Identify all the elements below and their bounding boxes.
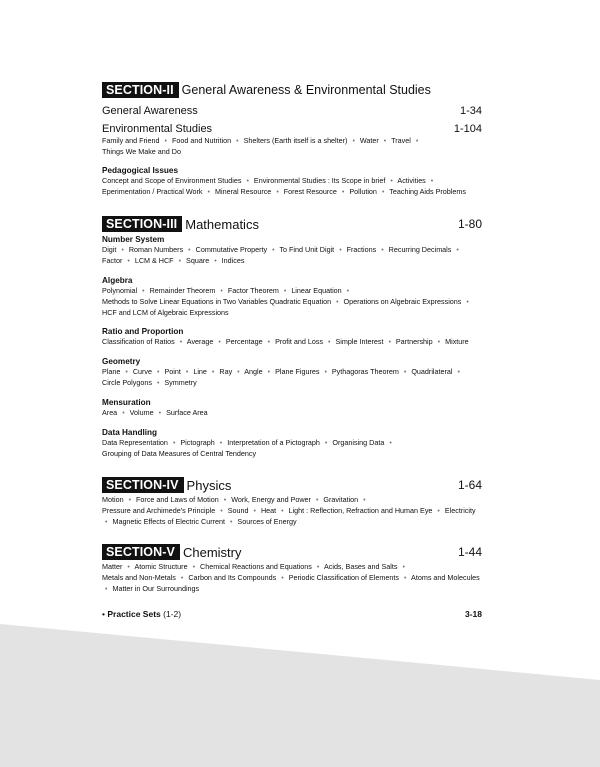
topic-item: Recurring Decimals <box>388 245 452 254</box>
table-of-contents <box>102 82 482 620</box>
section-5-title: Chemistry <box>182 544 242 560</box>
topic-item: Classification of Ratios <box>102 337 175 346</box>
topic-item: Motion <box>102 495 124 504</box>
separator-dot-icon: • <box>281 575 284 582</box>
topic-item: Digit <box>102 245 117 254</box>
topic-item: Concept and Scope of Environment Studies <box>102 176 242 185</box>
topic-item: Chemical Reactions and Equations <box>200 562 312 571</box>
topic-item: Matter <box>102 562 123 571</box>
separator-dot-icon: • <box>403 369 407 376</box>
topic-item: Food and Nutrition <box>171 136 232 145</box>
separator-dot-icon: • <box>430 178 434 185</box>
topic-item: Environmental Studies : Its Scope in brief <box>253 176 386 185</box>
separator-dot-icon: • <box>218 339 221 346</box>
topic-item: Carbon and Its Compounds <box>188 573 277 582</box>
topic-item: Methods to Solve Linear Equations in Two Variables Quadratic Equation <box>102 297 332 306</box>
separator-dot-icon: • <box>122 410 125 417</box>
separator-dot-icon: • <box>157 369 160 376</box>
section-2-title: General Awareness & Environmental Studies <box>181 83 431 97</box>
topic-list <box>102 176 482 198</box>
topic-item: Shelters (Earth itself is a shelter) <box>243 136 348 145</box>
separator-dot-icon: • <box>415 138 419 145</box>
topic-item: Remainder Theorem <box>149 286 216 295</box>
separator-dot-icon: • <box>383 138 387 145</box>
topic-item: Factor Theorem <box>227 286 279 295</box>
topic-item: Atoms and Molecules <box>411 573 480 582</box>
separator-dot-icon: • <box>336 299 339 306</box>
separator-dot-icon: • <box>272 247 275 254</box>
separator-dot-icon: • <box>339 247 342 254</box>
separator-dot-icon: • <box>381 189 385 196</box>
separator-dot-icon: • <box>207 189 210 196</box>
separator-dot-icon: • <box>172 440 176 447</box>
topic-list <box>102 245 482 267</box>
separator-dot-icon: • <box>180 575 184 582</box>
separator-dot-icon: • <box>236 138 239 145</box>
separator-dot-icon: • <box>466 299 469 306</box>
topic-item: Pollution <box>349 187 377 196</box>
topic-list <box>102 286 482 318</box>
subsection-heading: Data Handling <box>102 428 158 437</box>
section-4-pages: 1-64 <box>457 478 482 492</box>
topic-item: Gravitation <box>323 495 359 504</box>
separator-dot-icon: • <box>246 178 249 185</box>
section-3-badge: SECTION-III <box>102 216 182 232</box>
separator-dot-icon: • <box>437 508 440 515</box>
topic-item: Ray <box>219 367 233 376</box>
topic-item: Light : Reflection, Refraction and Human Eye <box>288 506 433 515</box>
topic-item: Work, Energy and Power <box>231 495 311 504</box>
topic-item: Magnetic Effects of Electric Current <box>112 517 225 526</box>
topic-item: Percentage <box>225 337 263 346</box>
separator-dot-icon: • <box>105 519 108 526</box>
topic-item: Organising Data <box>332 438 385 447</box>
topic-list <box>102 438 482 459</box>
topic-item: Plane Figures <box>275 367 320 376</box>
topic-item: Indices <box>221 256 245 265</box>
section-5-header <box>102 544 482 560</box>
topic-list <box>102 337 482 348</box>
topic-item: Eperimentation / Practical Work <box>102 187 203 196</box>
separator-dot-icon: • <box>346 288 350 295</box>
topic-item: Profit and Loss <box>275 337 324 346</box>
topic-item: Forest Resource <box>283 187 337 196</box>
topic-item: Travel <box>391 136 411 145</box>
separator-dot-icon: • <box>253 508 256 515</box>
topic-item: Acids, Bases and Salts <box>323 562 398 571</box>
separator-dot-icon: • <box>128 497 132 504</box>
bullet-icon: • <box>102 609 105 619</box>
separator-dot-icon: • <box>402 564 405 571</box>
topic-item: LCM & HCF <box>134 256 174 265</box>
topic-item: Heat <box>260 506 277 515</box>
topic-item: Water <box>359 136 379 145</box>
topic-item: Matter in Our Surroundings <box>112 584 200 593</box>
topic-item: Circle Polygons <box>102 378 152 387</box>
separator-dot-icon: • <box>223 497 227 504</box>
separator-dot-icon: • <box>316 564 320 571</box>
subsection-heading: Algebra <box>102 276 133 285</box>
topic-item: Volume <box>129 408 154 417</box>
separator-dot-icon: • <box>192 564 196 571</box>
topic-list <box>102 562 482 595</box>
section-3-pages: 1-80 <box>457 217 482 231</box>
separator-dot-icon: • <box>267 369 271 376</box>
separator-dot-icon: • <box>179 339 183 346</box>
separator-dot-icon: • <box>127 258 130 265</box>
separator-dot-icon: • <box>456 247 459 254</box>
practice-sets-label: Practice Sets <box>107 609 161 619</box>
topic-item: Activities <box>397 176 426 185</box>
separator-dot-icon: • <box>121 247 124 254</box>
separator-dot-icon: • <box>142 288 145 295</box>
topic-item: HCF and LCM of Algebraic Expressions <box>102 308 229 317</box>
toc-row-pages: 1-34 <box>459 105 482 117</box>
subsection-heading: Mensuration <box>102 398 151 407</box>
topic-item: To Find Unit Digit <box>279 245 335 254</box>
topic-item: Linear Equation <box>291 286 342 295</box>
topic-item: Sources of Energy <box>237 517 297 526</box>
separator-dot-icon: • <box>178 258 182 265</box>
separator-dot-icon: • <box>363 497 366 504</box>
separator-dot-icon: • <box>220 288 223 295</box>
section-3-title: Mathematics <box>185 216 259 232</box>
separator-dot-icon: • <box>214 258 217 265</box>
separator-dot-icon: • <box>276 189 279 196</box>
separator-dot-icon: • <box>315 497 319 504</box>
separator-dot-icon: • <box>381 247 384 254</box>
topic-item: Fractions <box>346 245 377 254</box>
topic-list <box>102 367 482 389</box>
separator-dot-icon: • <box>328 339 331 346</box>
toc-row-general-awareness[interactable] <box>102 104 482 118</box>
topic-item: Pictograph <box>180 438 215 447</box>
section-2-badge: SECTION-II <box>102 82 179 98</box>
topic-item: Angle <box>244 367 263 376</box>
topic-item: Grouping of Data Measures of Central Tendency <box>102 449 257 458</box>
topic-item: Surface Area <box>166 408 208 417</box>
topic-item: Roman Numbers <box>128 245 184 254</box>
toc-row-label: General Awareness <box>102 105 198 117</box>
separator-dot-icon: • <box>457 369 460 376</box>
subsection-heading: Geometry <box>102 357 141 366</box>
topic-item: Partnership <box>395 337 433 346</box>
separator-dot-icon: • <box>324 369 327 376</box>
separator-dot-icon: • <box>156 380 160 387</box>
topic-item: Average <box>186 337 214 346</box>
section-4-title: Physics <box>186 477 232 493</box>
toc-row-environmental-studies[interactable] <box>102 122 482 136</box>
topic-list <box>102 495 482 528</box>
topic-list <box>102 408 482 419</box>
separator-dot-icon: • <box>229 519 233 526</box>
topic-item: Force and Laws of Motion <box>136 495 219 504</box>
topic-item: Atomic Structure <box>134 562 188 571</box>
separator-dot-icon: • <box>281 508 284 515</box>
toc-row-label: Environmental Studies <box>102 123 213 135</box>
separator-dot-icon: • <box>341 189 345 196</box>
subsection-heading: Ratio and Proportion <box>102 327 184 336</box>
topic-list <box>102 136 482 157</box>
topic-item: Mixture <box>445 337 469 346</box>
separator-dot-icon: • <box>127 564 130 571</box>
topic-item: Commutative Property <box>195 245 268 254</box>
topic-item: Pressure and Archimede's Principle <box>102 506 216 515</box>
practice-sets-count: (1-2) <box>163 609 182 619</box>
section-4-badge: SECTION-IV <box>102 477 184 493</box>
topic-item: Line <box>193 367 207 376</box>
topic-item: Square <box>186 256 210 265</box>
separator-dot-icon: • <box>389 440 392 447</box>
topic-item: Family and Friend <box>102 136 160 145</box>
topic-item: Plane <box>102 367 121 376</box>
separator-dot-icon: • <box>437 339 441 346</box>
separator-dot-icon: • <box>219 440 223 447</box>
topic-item: Polynomial <box>102 286 138 295</box>
separator-dot-icon: • <box>324 440 328 447</box>
separator-dot-icon: • <box>283 288 287 295</box>
practice-sets-pages: 3-18 <box>464 609 482 619</box>
separator-dot-icon: • <box>188 247 191 254</box>
separator-dot-icon: • <box>352 138 355 145</box>
topic-item: Interpretation of a Pictograph <box>227 438 320 447</box>
topic-item: Metals and Non-Metals <box>102 573 176 582</box>
practice-sets-row[interactable] <box>102 609 482 620</box>
separator-dot-icon: • <box>390 178 393 185</box>
topic-item: Factor <box>102 256 123 265</box>
separator-dot-icon: • <box>237 369 240 376</box>
separator-dot-icon: • <box>164 138 167 145</box>
topic-item: Electricity <box>444 506 476 515</box>
topic-item: Point <box>164 367 181 376</box>
section-4-header <box>102 477 482 493</box>
separator-dot-icon: • <box>125 369 128 376</box>
topic-item: Area <box>102 408 118 417</box>
topic-item: Sound <box>227 506 249 515</box>
separator-dot-icon: • <box>403 575 407 582</box>
separator-dot-icon: • <box>388 339 391 346</box>
topic-item: Mineral Resource <box>214 187 272 196</box>
section-5-pages: 1-44 <box>457 545 482 559</box>
topic-item: Simple Interest <box>335 337 384 346</box>
toc-row-pages: 1-104 <box>453 123 482 135</box>
subsection-heading: Pedagogical Issues <box>102 166 178 175</box>
topic-item: Periodic Classification of Elements <box>288 573 399 582</box>
topic-item: Quadrilateral <box>411 367 453 376</box>
separator-dot-icon: • <box>158 410 162 417</box>
section-5-badge: SECTION-V <box>102 544 180 560</box>
section-3-header <box>102 216 482 232</box>
topic-item: Operations on Algebraic Expressions <box>343 297 462 306</box>
separator-dot-icon: • <box>185 369 189 376</box>
topic-item: Data Representation <box>102 438 168 447</box>
separator-dot-icon: • <box>211 369 215 376</box>
topic-item: Pythagoras Theorem <box>331 367 399 376</box>
section-2-header <box>102 82 482 98</box>
topic-item: Curve <box>132 367 153 376</box>
topic-item: Teaching Aids Problems <box>389 187 466 196</box>
separator-dot-icon: • <box>267 339 271 346</box>
separator-dot-icon: • <box>220 508 223 515</box>
subsection-heading: Number System <box>102 235 165 244</box>
topic-item: Things We Make and Do <box>102 147 181 156</box>
separator-dot-icon: • <box>105 586 108 593</box>
corner-wedge <box>0 624 600 767</box>
topic-item: Symmetry <box>164 378 197 387</box>
